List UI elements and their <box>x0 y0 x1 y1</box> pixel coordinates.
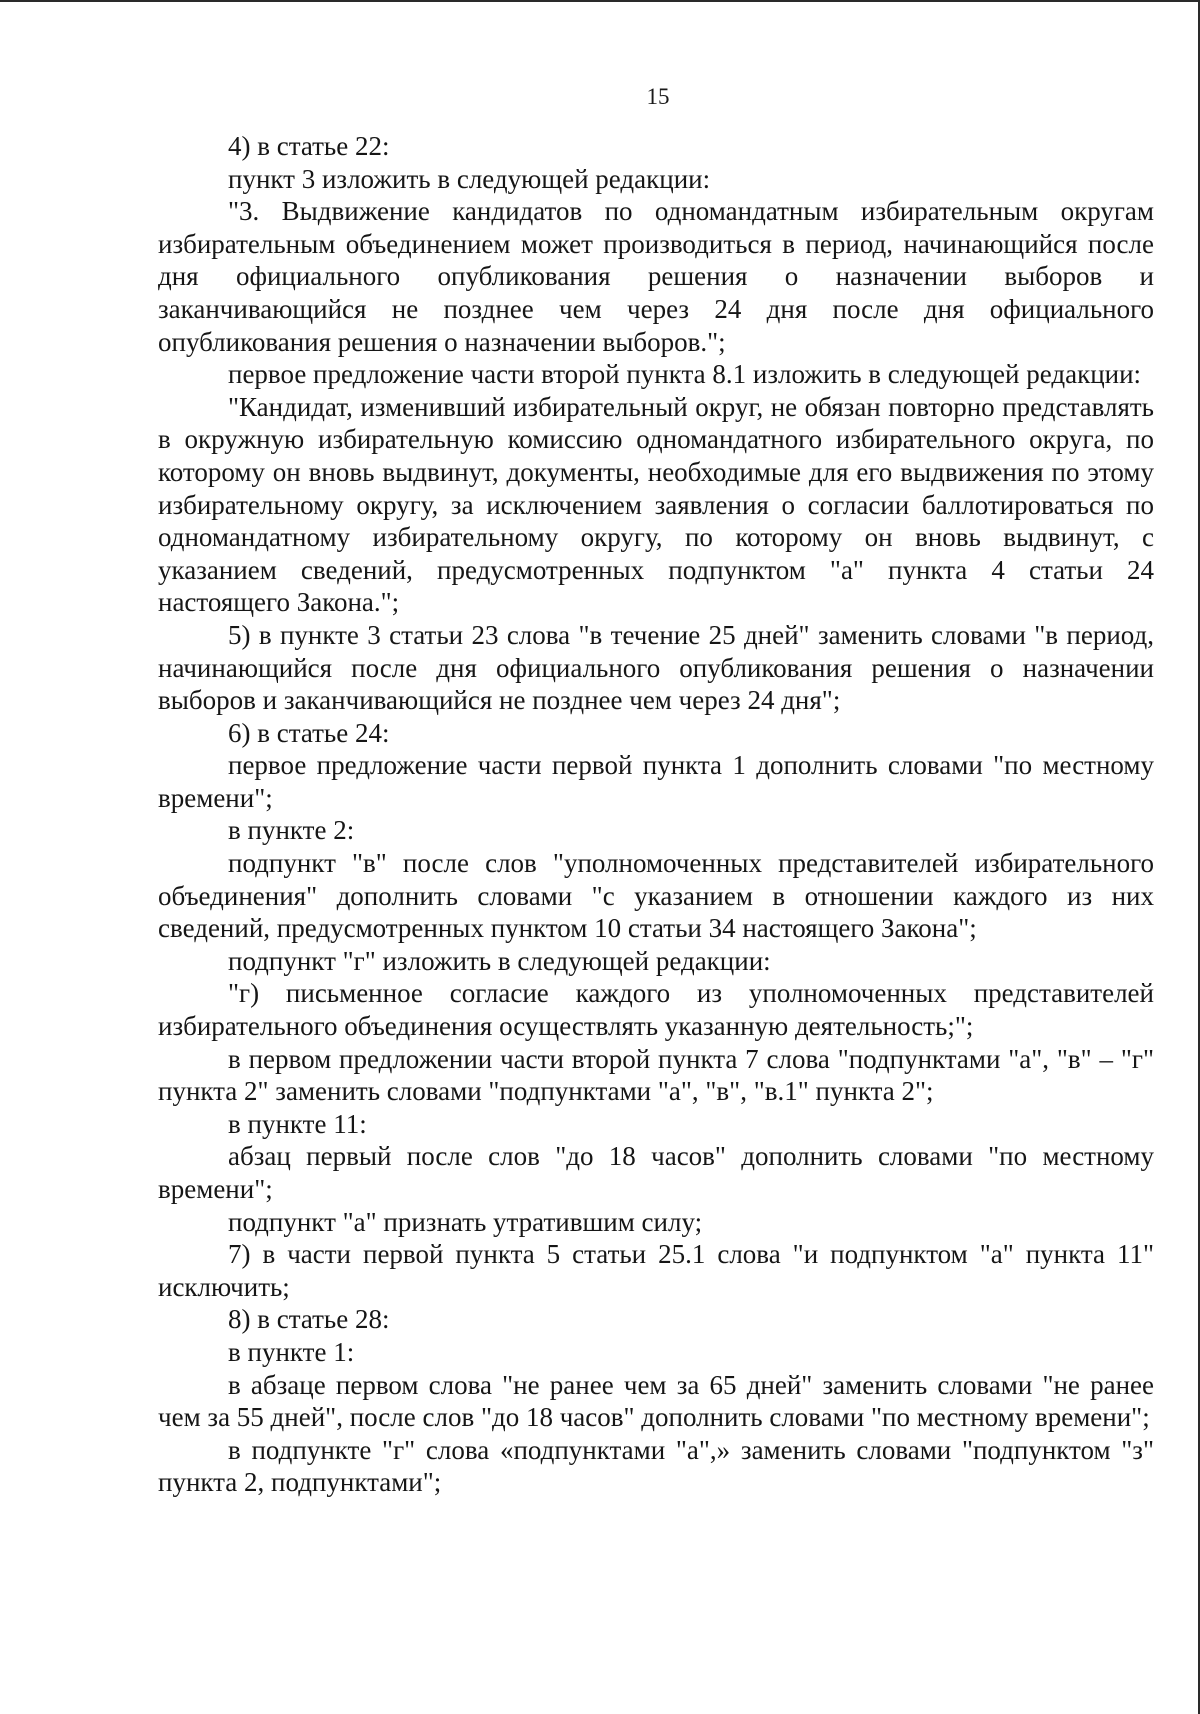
paragraph-subitem-g-intro: подпункт "г" изложить в следующей редакции: <box>228 945 771 976</box>
paragraph-subitem-g-text: "г) письменное согласие каждого из уполномоченных представителей избирательного объединения осуществлять указанную деятельность;"; <box>158 978 1154 1042</box>
paragraph-item-2-intro: в пункте 2: <box>228 815 355 846</box>
paragraph-item-11-subitem-a: подпункт "а" признать утратившим силу; <box>228 1206 703 1237</box>
paragraph-article-23: 5) в пункте 3 статьи 23 слова "в течение 25 дней" заменить словами "в период, начинающийся после дня официального опубликования решения о назначении выборов и заканчивающийся не позднее чем через 24 дня"; <box>158 619 1154 716</box>
paragraph-item-1-subitem-g: в подпункте "г" слова «подпунктами "а",» заменить словами "подпунктом "з" пункта 2, подпунктами"; <box>158 1434 1154 1498</box>
paragraph-subitem-v: подпункт "в" после слов "уполномоченных представителей избирательного объединения" дополнить словами "с указанием в отношении каждого из них сведений, предусмотренных пунктом 10 статьи 34 настоящего Закона"; <box>158 848 1154 944</box>
paragraph-item-11-first: абзац первый после слов "до 18 часов" дополнить словами "по местному времени"; <box>158 1141 1154 1204</box>
paragraph-item-1-intro: в пункте 1: <box>228 1336 355 1367</box>
paragraph-item-8-1-intro: первое предложение части второй пункта 8.1 изложить в следующей редакции: <box>228 359 1142 390</box>
paragraph-article-22: 4) в статье 22: <box>228 131 390 161</box>
paragraph-item-11-intro: в пункте 11: <box>228 1108 367 1139</box>
paragraph-item-1-amendment: первое предложение части первой пункта 1 дополнить словами "по местному времени"; <box>158 750 1154 813</box>
paragraph-item-3-text: "3. Выдвижение кандидатов по одномандатным избирательным округам избирательным объединением может производиться в период, начинающийся после дня официального опубликования решения о назначении выборов и заканчивающийся не позднее чем через 24 дня после дня официального опубликования решения о назначении выборов."; <box>158 196 1154 357</box>
paragraph-item-7-amendment: в первом предложении части второй пункта 7 слова "подпунктами "а", "в" – "г" пункта 2" заменить словами "подпунктами "а", "в", "в.1" пункта 2"; <box>158 1043 1154 1107</box>
paragraph-article-25-1: 7) в части первой пункта 5 статьи 25.1 слова "и подпунктом "а" пункта 11" исключить; <box>158 1239 1154 1302</box>
document-body <box>158 130 1154 1499</box>
paragraph-article-28: 8) в статье 28: <box>228 1304 390 1335</box>
paragraph-item-3-intro: пункт 3 изложить в следующей редакции: <box>228 163 711 194</box>
paragraph-article-24: 6) в статье 24: <box>228 717 390 748</box>
paragraph-item-8-1-text: "Кандидат, изменивший избирательный округ, не обязан повторно представлять в окружную избирательную комиссию одномандатного избирательного округа, по которому он вновь выдвинут, документы, необходимые для его выдвижения по этому избирательному округу, за исключением заявления о согласии баллотироваться по одномандатному избирательному округу, по которому он вновь выдвинут, с указанием сведений, предусмотренных подпунктом "а" пункта 4 статьи 24 настоящего Закона."; <box>158 391 1154 618</box>
page-number: 15 <box>646 84 670 109</box>
paragraph-item-1-first: в абзаце первом слова "не ранее чем за 65 дней" заменить словами "не ранее чем за 55 дней", после слов "до 18 часов" дополнить словами "по местному времени"; <box>158 1369 1154 1433</box>
